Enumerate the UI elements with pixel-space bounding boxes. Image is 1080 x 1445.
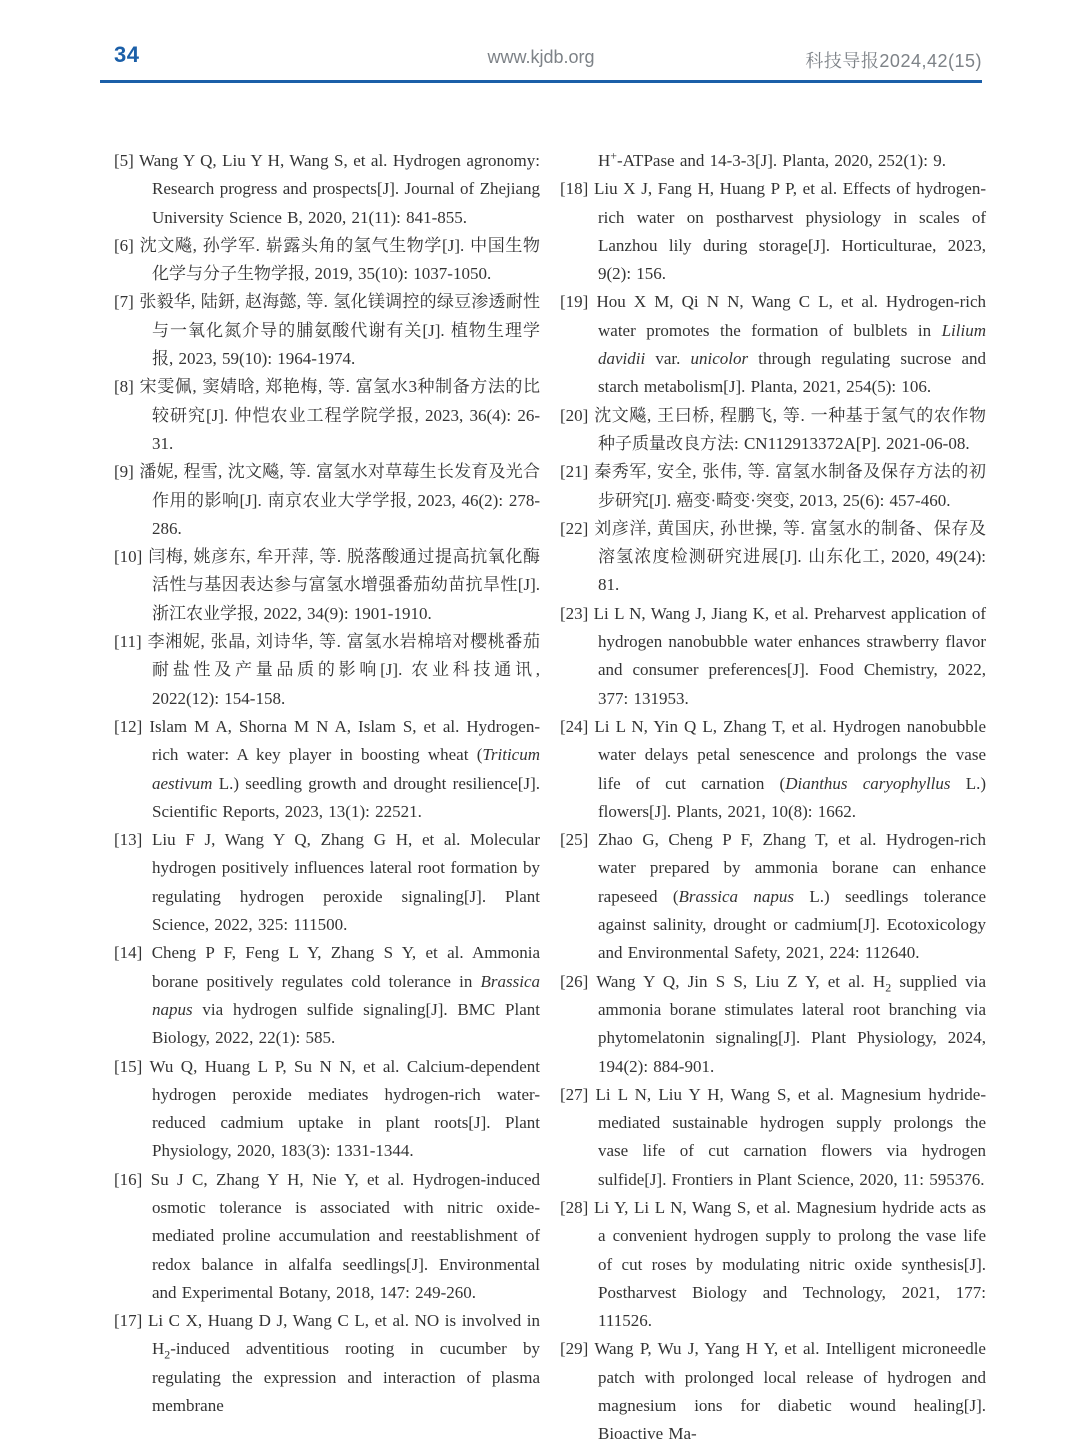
reference-number: [7]	[114, 292, 134, 312]
reference-item: [24] Li L N, Yin Q L, Zhang T, et al. Hydrogen nanobubble water delays petal senescence and prolongs the vase life of cut carnation (Dianthus caryophyllus L.) flowers[J]. Plants, 2021, 10(8): 1662.	[560, 716, 987, 821]
reference-number: [6]	[114, 235, 134, 255]
chemical-notation: +	[610, 148, 617, 163]
reference-item: [17] Li C X, Huang D J, Wang C L, et al. NO is involved in $H_2$-induced adventitious rooting in cucumber by regulating the expression and interaction of plasma membrane	[114, 1311, 541, 1416]
reference-item: [19] Hou X M, Qi N N, Wang C L, et al. Hydrogen-rich water promotes the formation of bulblets in Lilium davidii var. unicolor through regulating sucrose and starch metabolism[J]. Planta, 2021, 254(5): 106.	[560, 292, 987, 397]
page-header	[100, 40, 982, 82]
reference-item: H+-ATPase and 14-3-3[J]. Planta, 2020, 252(1): 9.	[598, 148, 946, 170]
reference-item: [27] Li L N, Liu Y H, Wang S, et al. Magnesium hydride-mediated sustainable hydrogen supply prolongs the vase life of cut carnation flowers via hydrogen sulfide[J]. Frontiers in Plant Science, 2020, 11: 595376.	[560, 1084, 986, 1189]
reference-number: [23]	[560, 603, 589, 623]
reference-number: [26]	[560, 971, 589, 991]
reference-number: [19]	[560, 292, 589, 312]
reference-item: [6] 沈文飚, 孙学军. 崭露头角的氢气生物学[J]. 中国生物化学与分子生物学报, 2019, 35(10): 1037-1050.	[114, 235, 541, 284]
reference-item: [29] Wang P, Wu J, Yang H Y, et al. Intelligent microneedle patch with prolonged local release of hydrogen and magnesium ions for diabetic wound healing[J]. Bioactive Ma-	[560, 1339, 986, 1444]
reference-number: [16]	[114, 1169, 143, 1189]
reference-number: [5]	[114, 151, 134, 170]
reference-number: [18]	[560, 179, 589, 199]
species-name: Brassica napus	[678, 886, 794, 906]
species-name: Brassica napus	[152, 971, 540, 1019]
reference-number: [29]	[560, 1339, 589, 1359]
reference-item: [28] Li Y, Li L N, Wang S, et al. Magnesium hydride acts as a convenient hydrogen supply to prolong the vase life of cut roses by modulating nitric oxide synthesis[J]. Postharvest Biology and Technology, 2021, 177: 111526.	[560, 1197, 987, 1331]
journal-issue: 科技导报2024,42(15)	[805, 51, 982, 71]
reference-item: [21] 秦秀军, 安全, 张伟, 等. 富氢水制备及保存方法的初步研究[J]. 癌变·畸变·突变, 2013, 25(6): 457-460.	[560, 462, 987, 510]
reference-item: [10] 闫梅, 姚彦东, 牟开萍, 等. 脱落酸通过提高抗氧化酶活性与基因表达参与富氢水增强番茄幼苗抗旱性[J]. 浙江农业学报, 2022, 34(9): 1901-1910.	[114, 547, 541, 623]
references-column-left	[114, 147, 540, 1445]
species-name: unicolor	[690, 349, 749, 369]
reference-item: [13] Liu F J, Wang Y Q, Zhang G H, et al. Molecular hydrogen positively influences lateral root formation by regulating hydrogen peroxide signaling[J]. Plant Science, 2022, 325: 111500.	[114, 830, 540, 935]
references-column-right	[560, 147, 986, 1445]
reference-number: [13]	[114, 830, 143, 850]
reference-number: [15]	[114, 1056, 143, 1076]
reference-number: [10]	[114, 547, 143, 567]
reference-item: [16] Su J C, Zhang Y H, Nie Y, et al. Hydrogen-induced osmotic tolerance is associated with nitric oxide-mediated proline accumulation and reestablishment of redox balance in alfalfa seedlings[J]. Environmental and Experimental Botany, 2018, 147: 249-260.	[114, 1169, 540, 1302]
reference-number: [25]	[560, 830, 589, 850]
reference-number: [12]	[114, 716, 143, 736]
reference-number: [9]	[114, 462, 134, 482]
reference-number: [14]	[114, 943, 143, 963]
reference-item: [20] 沈文飚, 王曰桥, 程鹏飞, 等. 一种基于氢气的农作物种子质量改良方法: CN112913372A[P]. 2021-06-08.	[560, 405, 987, 453]
reference-number: [21]	[560, 462, 589, 482]
site-url: www.kjdb.org	[487, 47, 595, 67]
reference-item: [7] 张毅华, 陆鈃, 赵海懿, 等. 氢化镁调控的绿豆渗透耐性与一氧化氮介导的脯氨酸代谢有关[J]. 植物生理学报, 2023, 59(10): 1964-1974.	[114, 292, 541, 369]
reference-item: [14] Cheng P F, Feng L Y, Zhang S Y, et al. Ammonia borane positively regulates cold tolerance in Brassica napus via hydrogen sulfide signaling[J]. BMC Plant Biology, 2022, 22(1): 585.	[114, 943, 540, 1048]
reference-item: [9] 潘妮, 程雪, 沈文飚, 等. 富氢水对草莓生长发育及光合作用的影响[J]. 南京农业大学学报, 2023, 46(2): 278-286.	[114, 462, 541, 538]
reference-number: [24]	[560, 716, 589, 736]
reference-item: [15] Wu Q, Huang L P, Su N N, et al. Calcium-dependent hydrogen peroxide mediates hydrogen-rich water-reduced cadmium uptake in plant roots[J]. Plant Physiology, 2020, 183(3): 1331-1344.	[114, 1056, 540, 1161]
reference-number: [28]	[560, 1197, 589, 1217]
references-section	[114, 147, 986, 1445]
reference-item: [8] 宋雯佩, 窦婧晗, 郑艳梅, 等. 富氢水3种制备方法的比较研究[J]. 仲恺农业工程学院学报, 2023, 36(4): 26-31.	[114, 377, 541, 453]
reference-item: [11] 李湘妮, 张晶, 刘诗华, 等. 富氢水岩棉培对樱桃番茄耐盐性及产量品质的影响[J]. 农业科技通讯, 2022(12): 154-158.	[114, 632, 541, 708]
reference-item: [5] Wang Y Q, Liu Y H, Wang S, et al. Hydrogen agronomy: Research progress and prospects[J]. Journal of Zhejiang University Science B, 2020, 21(11): 841-855.	[114, 151, 540, 227]
reference-item: [23] Li L N, Wang J, Jiang K, et al. Preharvest application of hydrogen nanobubble water enhances strawberry flavor and consumer preferences[J]. Food Chemistry, 2022, 377: 131953.	[560, 603, 986, 708]
reference-number: [11]	[114, 632, 142, 652]
species-name: Triticum aestivum	[152, 745, 540, 793]
reference-number: [27]	[560, 1084, 589, 1104]
header-divider	[100, 80, 982, 83]
reference-item: [22] 刘彦洋, 黄国庆, 孙世操, 等. 富氢水的制备、保存及溶氢浓度检测研究进展[J]. 山东化工, 2020, 49(24): 81.	[560, 518, 987, 595]
species-name: Lilium davidii	[598, 320, 986, 369]
reference-item: [12] Islam M A, Shorna M N A, Islam S, et al. Hydrogen-rich water: A key player in boosting wheat (Triticum aestivum L.) seedling growth and drought resilience[J]. Scientific Reports, 2023, 13(1): 22521.	[114, 716, 540, 821]
reference-item: [26] Wang Y Q, Jin S S, Liu Z Y, et al. $H_2$ supplied via ammonia borane stimulates lateral root branching via phytomelatonin signaling[J]. Plant Physiology, 2024, 194(2): 884-901.	[560, 971, 986, 1076]
chemical-notation: 2	[885, 980, 892, 994]
species-name: Dianthus caryophyllus	[785, 773, 951, 793]
reference-number: [17]	[114, 1311, 143, 1331]
reference-number: [20]	[560, 405, 589, 425]
page-number: 34	[114, 42, 140, 67]
chemical-notation: 2	[164, 1347, 171, 1362]
reference-item: [18] Liu X J, Fang H, Huang P P, et al. Effects of hydrogen-rich water on postharvest physiology in scales of Lanzhou lily during storage[J]. Horticulturae, 2023, 9(2): 156.	[560, 179, 987, 284]
reference-item: [25] Zhao G, Cheng P F, Zhang T, et al. Hydrogen-rich water prepared by ammonia borane can enhance rapeseed (Brassica napus L.) seedlings tolerance against salinity, drought or cadmium[J]. Ecotoxicology and Environmental Safety, 2021, 224: 112640.	[560, 830, 986, 963]
reference-number: [22]	[560, 518, 589, 538]
reference-number: [8]	[114, 377, 134, 397]
